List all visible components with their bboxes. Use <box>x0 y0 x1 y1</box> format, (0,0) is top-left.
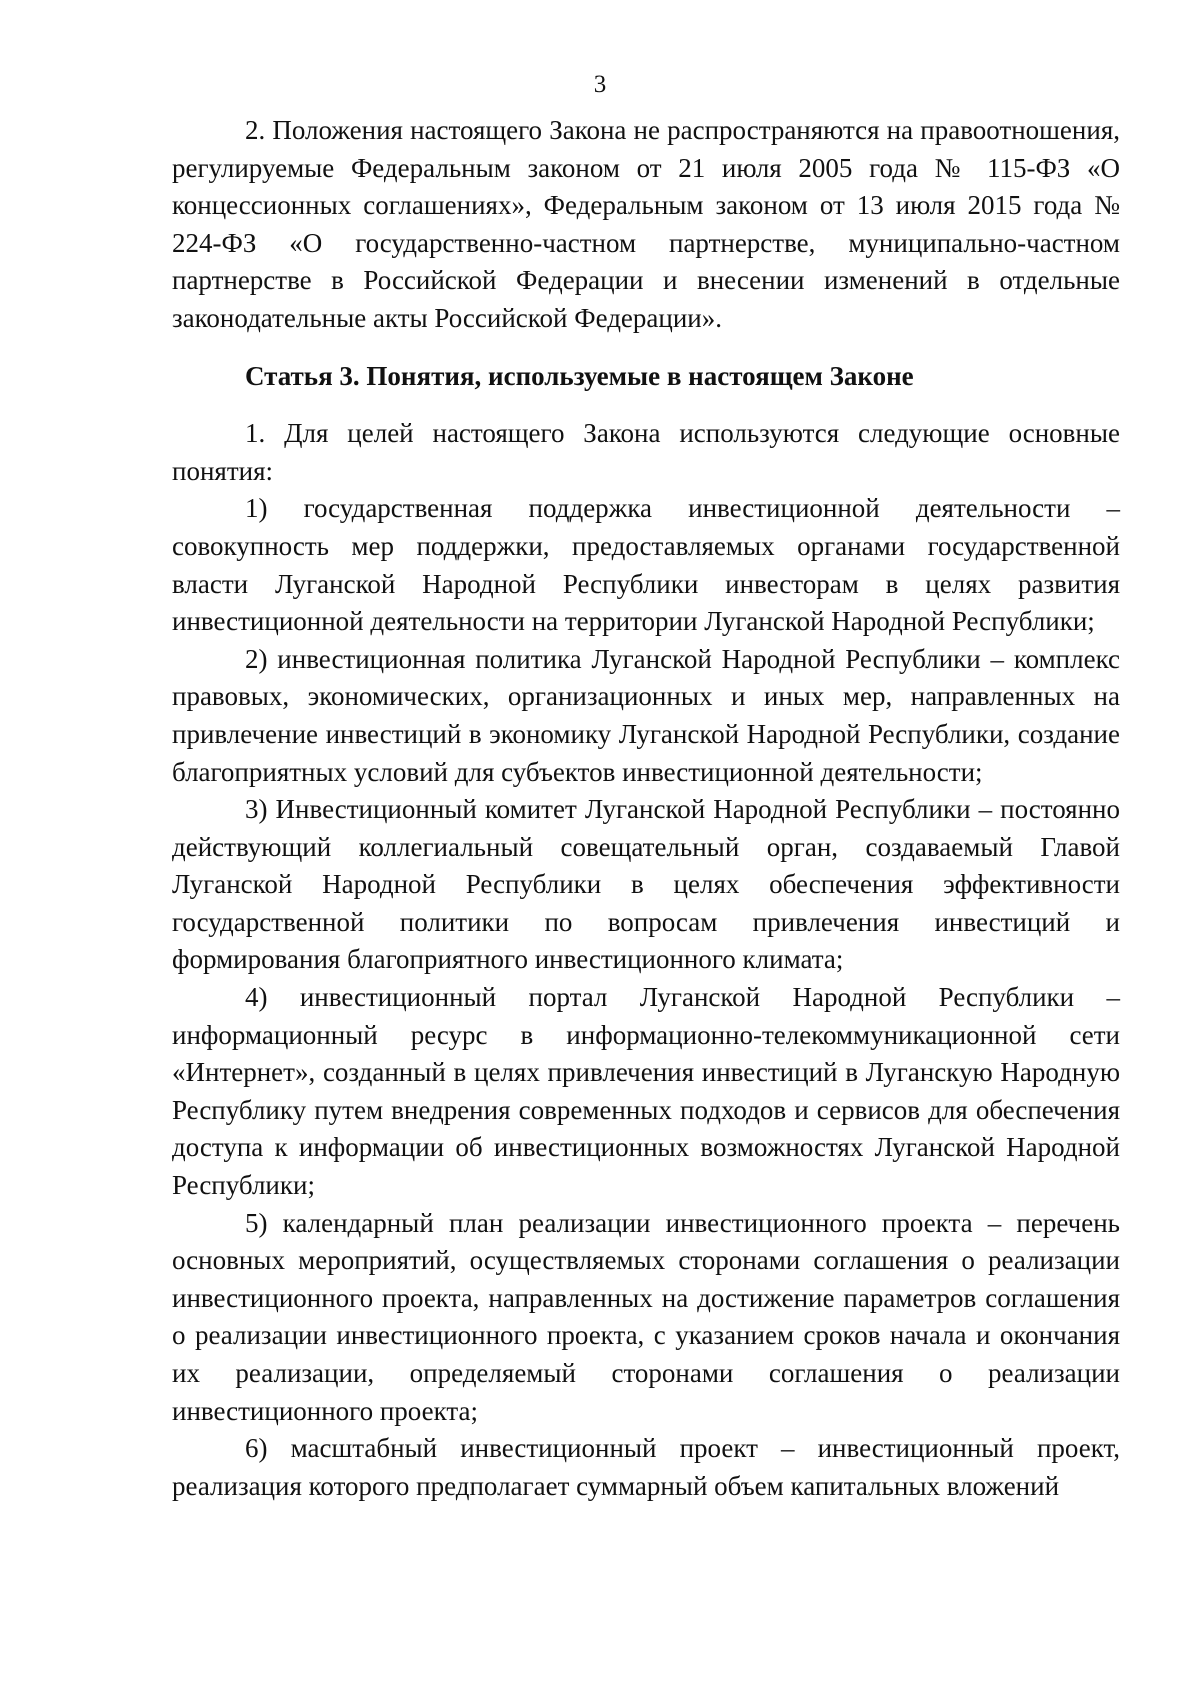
paragraph-article2-part2: 2. Положения настоящего Закона не распространяются на правоотношения, регулируемые Федеральным законом от 21 июля 2005 года № 115-ФЗ «О концессионных соглашениях», Федеральным законом от 13 июля 2015 года № 224-ФЗ «О государственно-частном партнерстве, муниципально-частном партнерстве в Российской Федерации и внесении изменений в отдельные законодательные акты Российской Федерации». <box>172 115 1120 333</box>
document-body <box>172 112 1120 1505</box>
definition-item-6: 6) масштабный инвестиционный проект – инвестиционный проект, реализация которого предполагает суммарный объем капитальных вложений <box>172 1433 1120 1501</box>
article-intro-paragraph: 1. Для целей настоящего Закона используются следующие основные понятия: <box>172 418 1120 486</box>
definition-item-1: 1) государственная поддержка инвестиционной деятельности – совокупность мер поддержки, предоставляемых органами государственной власти Луганской Народной Республики инвесторам в целях развития инвестиционной деятельности на территории Луганской Народной Республики; <box>172 493 1120 637</box>
definition-item-3: 3) Инвестиционный комитет Луганской Народной Республики – постоянно действующий коллегиальный совещательный орган, создаваемый Главой Луганской Народной Республики в целях обеспечения эффективности государственной политики по вопросам привлечения инвестиций и формирования благоприятного инвестиционного климата; <box>172 794 1120 975</box>
page-number: 3 <box>593 71 607 98</box>
definition-item-5: 5) календарный план реализации инвестиционного проекта – перечень основных мероприятий, осуществляемых сторонами соглашения о реализации инвестиционного проекта, направленных на достижение параметров соглашения о реализации инвестиционного проекта, с указанием сроков начала и окончания их реализации, определяемый сторонами соглашения о реализации инвестиционного проекта; <box>172 1207 1120 1426</box>
definition-item-2: 2) инвестиционная политика Луганской Народной Республики – комплекс правовых, экономических, организационных и иных мер, направленных на привлечение инвестиций в экономику Луганской Народной Республики, создание благоприятных условий для субъектов инвестиционной деятельности; <box>172 643 1120 787</box>
definition-item-4: 4) инвестиционный портал Луганской Народной Республики – информационный ресурс в информационно-телекоммуникационной сети «Интернет», созданный в целях привлечения инвестиций в Луганскую Народную Республику путем внедрения современных подходов и сервисов для обеспечения доступа к информации об инвестиционных возможностях Луганской Народной Республики; <box>172 982 1120 1201</box>
article-heading: Статья 3. Понятия, используемые в настоящем Законе <box>245 360 914 391</box>
